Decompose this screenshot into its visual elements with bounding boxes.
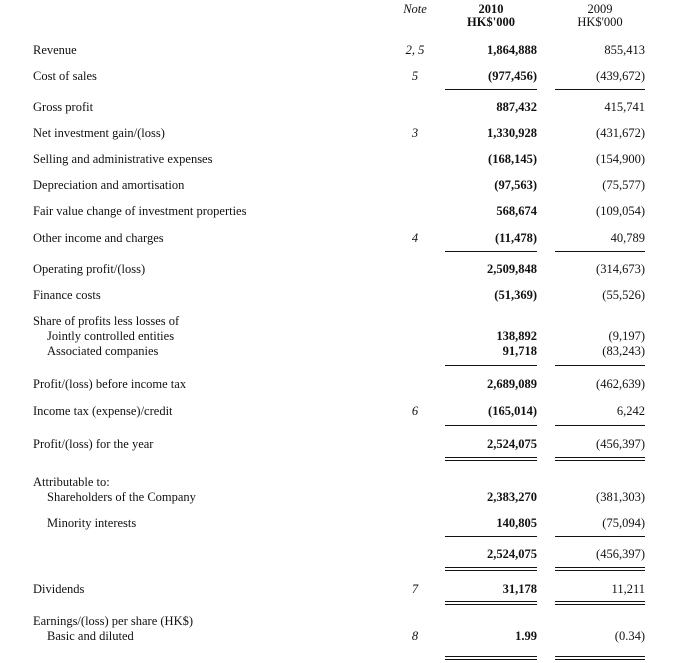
row-label: Jointly controlled entities	[47, 329, 175, 343]
row-label: Profit/(loss) before income tax	[33, 377, 187, 391]
row-value-2009: (75,094)	[602, 516, 645, 530]
total-double-rule	[445, 567, 537, 568]
total-double-rule	[445, 457, 537, 458]
row-label: Other income and charges	[33, 231, 164, 245]
row-label: Shareholders of the Company	[47, 490, 196, 504]
row-value-2010: 1.99	[515, 629, 537, 643]
row-value-2010: 2,509,848	[487, 262, 537, 276]
row-value-2009: (109,054)	[596, 204, 645, 218]
note-column-header: Note	[403, 2, 427, 16]
row-value-2010: (11,478)	[494, 231, 537, 245]
row-value-2010: (168,145)	[488, 152, 537, 166]
total-double-rule	[445, 604, 537, 605]
row-value-2009: (154,900)	[596, 152, 645, 166]
subtotal-rule	[445, 536, 537, 537]
total-double-rule	[555, 460, 645, 461]
row-value-2010: (977,456)	[488, 69, 537, 83]
row-value-2010: 887,432	[496, 100, 537, 114]
row-value-2009: 6,242	[616, 404, 645, 418]
row-label: Selling and administrative expenses	[33, 152, 213, 166]
row-value-2010: 2,524,075	[487, 547, 537, 561]
total-double-rule	[445, 656, 537, 657]
row-label: Revenue	[33, 43, 77, 57]
row-label: Fair value change of investment properties	[33, 204, 247, 218]
row-label: Operating profit/(loss)	[33, 262, 146, 276]
row-note: 6	[411, 404, 419, 418]
row-value-2010: 568,674	[496, 204, 537, 218]
row-value-2010: (97,563)	[494, 178, 537, 192]
total-double-rule	[445, 460, 537, 461]
row-value-2009: 415,741	[604, 100, 645, 114]
row-value-2010: 138,892	[496, 329, 537, 343]
year-2009-header: 2009	[587, 2, 613, 16]
row-value-2010: 1,864,888	[487, 43, 537, 57]
row-value-2010: 31,178	[502, 582, 537, 596]
total-double-rule	[555, 570, 645, 571]
total-double-rule	[445, 570, 537, 571]
row-value-2010: 1,330,928	[487, 126, 537, 140]
row-value-2009: (75,577)	[602, 178, 645, 192]
row-value-2010: (51,369)	[494, 288, 537, 302]
row-value-2009: (83,243)	[602, 344, 645, 358]
row-label: Share of profits less losses of	[33, 314, 180, 328]
row-value-2009: (381,303)	[596, 490, 645, 504]
total-double-rule	[445, 659, 537, 660]
total-double-rule	[555, 457, 645, 458]
subtotal-rule	[445, 425, 537, 426]
row-label: Dividends	[33, 582, 85, 596]
row-value-2009: (0.34)	[614, 629, 645, 643]
total-double-rule	[555, 656, 645, 657]
total-double-rule	[555, 604, 645, 605]
row-label: Basic and diluted	[47, 629, 134, 643]
year-2010-header: 2010	[478, 2, 504, 16]
row-label: Cost of sales	[33, 69, 97, 83]
total-double-rule	[555, 659, 645, 660]
row-value-2009: (462,639)	[596, 377, 645, 391]
row-value-2009: (456,397)	[596, 437, 645, 451]
row-value-2009: (456,397)	[596, 547, 645, 561]
subtotal-rule	[445, 89, 537, 90]
row-note: 4	[411, 231, 419, 245]
row-value-2009: 40,789	[610, 231, 645, 245]
row-value-2010: 140,805	[496, 516, 537, 530]
unit-2009-header: HK$'000	[577, 15, 623, 29]
total-double-rule	[555, 567, 645, 568]
row-note: 7	[411, 582, 419, 596]
row-value-2009: (439,672)	[596, 69, 645, 83]
row-note: 5	[411, 69, 419, 83]
row-value-2009: (314,673)	[596, 262, 645, 276]
row-value-2009: (9,197)	[608, 329, 645, 343]
row-label: Earnings/(loss) per share (HK$)	[33, 614, 194, 628]
row-label: Associated companies	[47, 344, 159, 358]
row-note: 2, 5	[405, 43, 425, 57]
subtotal-rule	[555, 251, 645, 252]
row-label: Finance costs	[33, 288, 101, 302]
row-value-2009: (55,526)	[602, 288, 645, 302]
row-label: Depreciation and amortisation	[33, 178, 185, 192]
row-label: Income tax (expense)/credit	[33, 404, 173, 418]
unit-2010-header: HK$'000	[467, 15, 515, 29]
row-value-2010: 2,524,075	[487, 437, 537, 451]
row-value-2010: 2,383,270	[487, 490, 537, 504]
row-value-2009: 11,211	[611, 582, 645, 596]
subtotal-rule	[555, 536, 645, 537]
row-value-2010: (165,014)	[488, 404, 537, 418]
subtotal-rule	[445, 251, 537, 252]
subtotal-rule	[555, 365, 645, 366]
row-value-2010: 2,689,089	[487, 377, 537, 391]
row-label: Profit/(loss) for the year	[33, 437, 154, 451]
subtotal-rule	[555, 89, 645, 90]
row-value-2009: 855,413	[604, 43, 645, 57]
row-note: 3	[411, 126, 419, 140]
row-value-2010: 91,718	[502, 344, 537, 358]
row-label: Minority interests	[47, 516, 137, 530]
row-label: Attributable to:	[33, 475, 110, 489]
subtotal-rule	[555, 425, 645, 426]
row-value-2009: (431,672)	[596, 126, 645, 140]
row-label: Net investment gain/(loss)	[33, 126, 165, 140]
total-double-rule	[445, 601, 537, 602]
total-double-rule	[555, 601, 645, 602]
row-note: 8	[411, 629, 419, 643]
row-label: Gross profit	[33, 100, 94, 114]
subtotal-rule	[445, 365, 537, 366]
